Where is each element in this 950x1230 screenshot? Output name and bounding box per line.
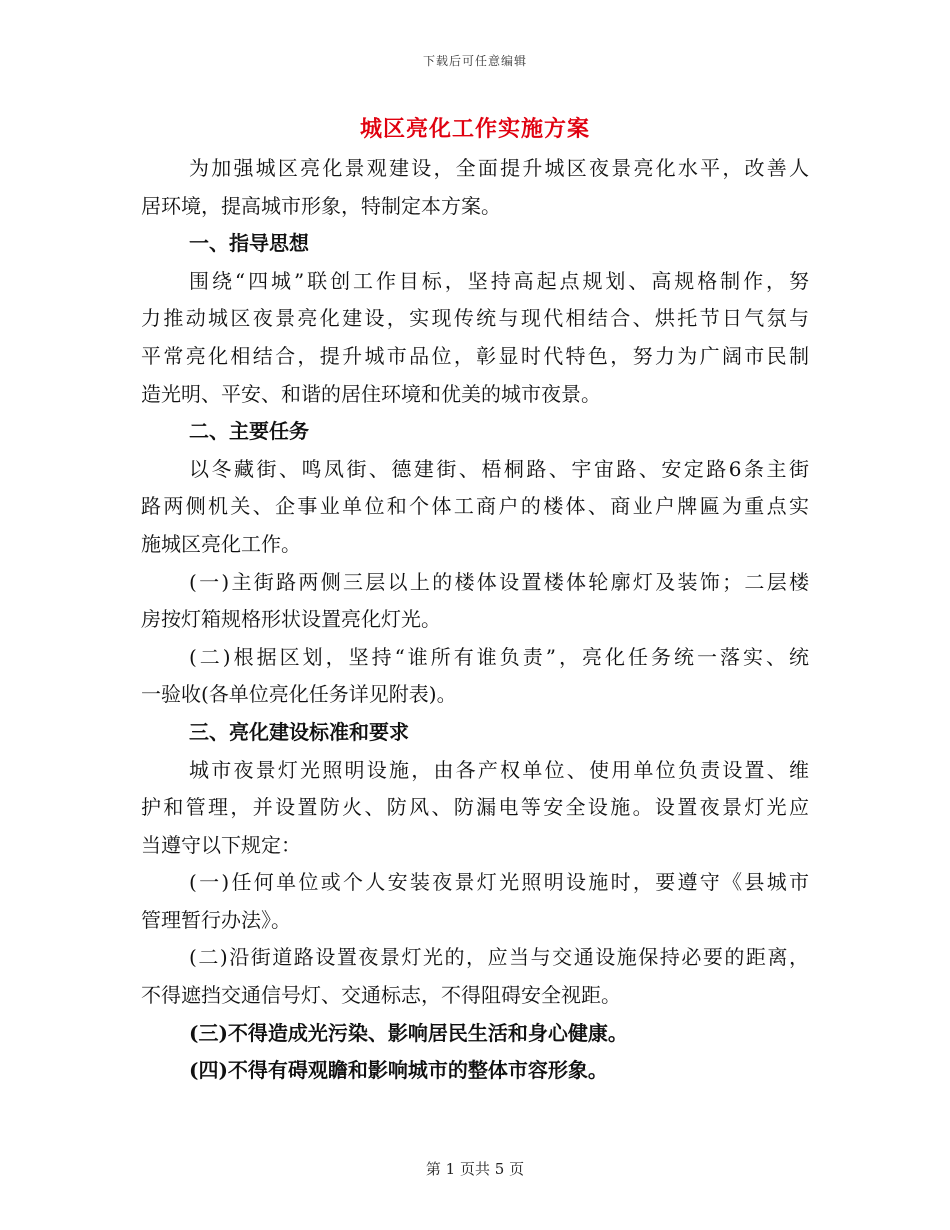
- body-line: 造光明、平安、和谐的居住环境和优美的城市夜景。: [141, 381, 601, 406]
- body-line: 居环境，提高城市形象，特制定本方案。: [141, 193, 501, 218]
- body-line: 管理暂行办法》。: [141, 907, 291, 932]
- body-line: 护和管理，并设置防火、防风、防漏电等安全设施。设置夜景灯光应: [141, 795, 809, 820]
- body-line: 路两侧机关、企事业单位和个体工商户的楼体、商业户牌匾为重点实: [141, 494, 809, 519]
- section-heading: 一、指导思想: [189, 231, 309, 256]
- body-line: (一)主街路两侧三层以上的楼体设置楼体轮廓灯及装饰；二层楼: [189, 569, 809, 594]
- document-body: [141, 150, 809, 1090]
- document-title: 城区亮化工作实施方案: [359, 116, 590, 142]
- body-line: 平常亮化相结合，提升城市品位，彰显时代特色，努力为广阔市民制: [141, 343, 809, 368]
- section-heading: 三、亮化建设标准和要求: [189, 719, 409, 744]
- body-line: (二)沿街道路设置夜景灯光的，应当与交通设施保持必要的距离，: [189, 945, 809, 970]
- body-line: (二)根据区划，坚持“谁所有谁负责”，亮化任务统一落实、统: [189, 644, 809, 669]
- section-heading: 二、主要任务: [189, 419, 309, 444]
- body-line: 城市夜景灯光照明设施，由各产权单位、使用单位负责设置、维: [189, 757, 809, 782]
- body-line: 为加强城区亮化景观建设，全面提升城区夜景亮化水平，改善人: [189, 156, 809, 180]
- body-line: 当遵守以下规定：: [141, 832, 301, 857]
- header-note: 下载后可任意编辑: [422, 54, 527, 68]
- body-line: 一验收(各单位亮化任务详见附表)。: [141, 682, 457, 707]
- body-line: 以冬藏街、鸣凤街、德建街、梧桐路、宇宙路、安定路6条主街: [189, 456, 809, 481]
- body-line: 施城区亮化工作。: [141, 531, 301, 556]
- bold-line: (四)不得有碍观瞻和影响城市的整体市容形象。: [189, 1058, 608, 1083]
- bold-line: (三)不得造成光污染、影响居民生活和身心健康。: [189, 1020, 628, 1045]
- body-line: 围绕“四城”联创工作目标，坚持高起点规划、高规格制作，努: [189, 268, 809, 293]
- body-line: 不得遮挡交通信号灯、交通标志，不得阻碍安全视距。: [141, 983, 621, 1008]
- body-line: 房按灯箱规格形状设置亮化灯光。: [141, 607, 441, 632]
- page-footer: 第 1 页共 5 页: [425, 1160, 525, 1178]
- body-line: 力推动城区夜景亮化建设，实现传统与现代相结合、烘托节日气氛与: [141, 306, 809, 331]
- body-line: (一)任何单位或个人安装夜景灯光照明设施时，要遵守《县城市: [189, 870, 809, 895]
